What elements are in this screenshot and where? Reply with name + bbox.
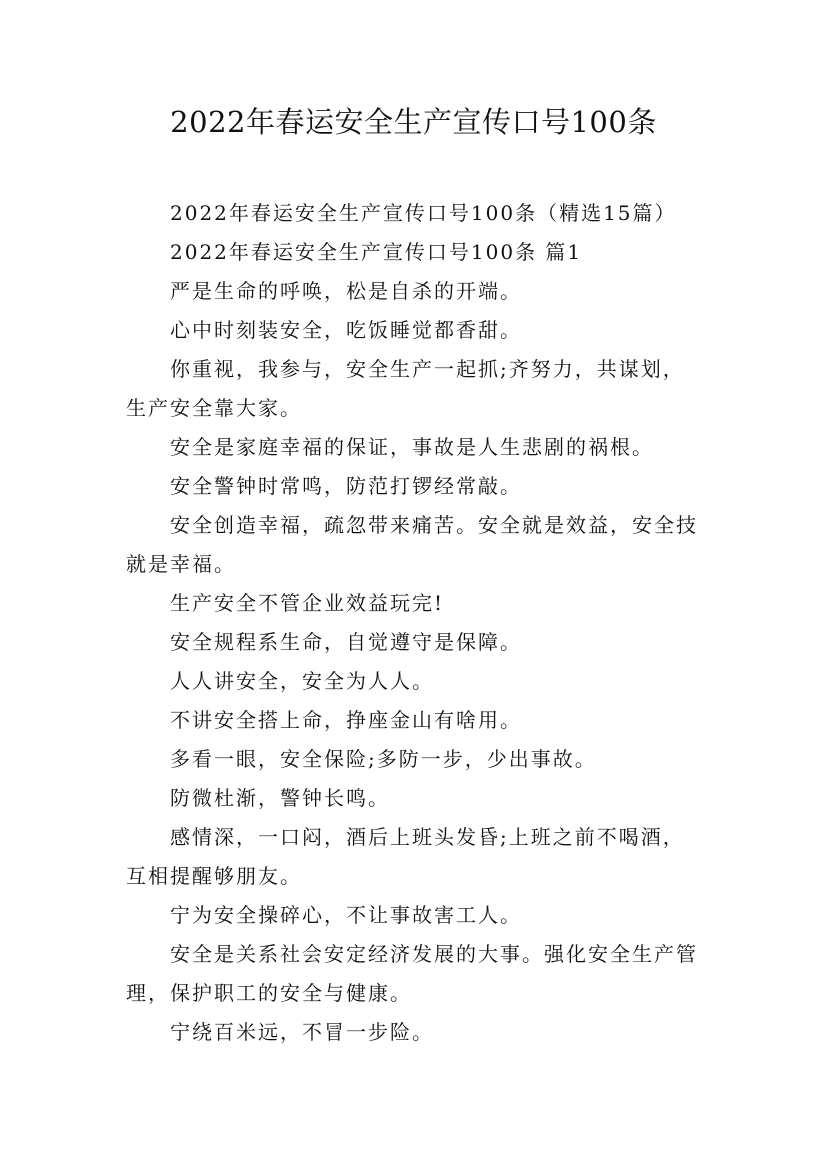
paragraph: 严是生命的呼唤，松是自杀的开端。 bbox=[170, 279, 522, 303]
paragraph: 2022年春运安全生产宣传口号100条 篇1 bbox=[170, 240, 583, 264]
paragraph: 不讲安全搭上命，挣座金山有啥用。 bbox=[170, 708, 522, 732]
paragraph: 宁为安全操碎心，不让事故害工人。 bbox=[170, 903, 522, 927]
document-title: 2022年春运安全生产宣传口号100条 bbox=[170, 105, 657, 139]
paragraph: 感情深，一口闷，酒后上班头发昏;上班之前不喝酒，互相提醒够朋友。 bbox=[126, 825, 685, 888]
paragraph: 生产安全不管企业效益玩完! bbox=[170, 591, 445, 615]
paragraph: 心中时刻装安全，吃饭睡觉都香甜。 bbox=[170, 318, 522, 342]
paragraph: 多看一眼，安全保险;多防一步，少出事故。 bbox=[170, 747, 597, 771]
document-body bbox=[126, 194, 706, 1052]
paragraph: 你重视，我参与，安全生产一起抓;齐努力，共谋划，生产安全靠大家。 bbox=[126, 357, 685, 420]
paragraph: 2022年春运安全生产宣传口号100条（精选15篇） bbox=[170, 201, 677, 225]
paragraph: 人人讲安全，安全为人人。 bbox=[170, 669, 434, 693]
paragraph: 安全是关系社会安定经济发展的大事。强化安全生产管理，保护职工的安全与健康。 bbox=[126, 942, 698, 1005]
paragraph: 防微杜渐，警钟长鸣。 bbox=[170, 786, 390, 810]
paragraph: 安全是家庭幸福的保证，事故是人生悲剧的祸根。 bbox=[170, 435, 654, 459]
paragraph: 宁绕百米远，不冒一步险。 bbox=[170, 1020, 434, 1044]
paragraph: 安全警钟时常鸣，防范打锣经常敲。 bbox=[170, 474, 522, 498]
paragraph: 安全规程系生命，自觉遵守是保障。 bbox=[170, 630, 522, 654]
paragraph: 安全创造幸福，疏忽带来痛苦。安全就是效益，安全技就是幸福。 bbox=[126, 513, 698, 576]
